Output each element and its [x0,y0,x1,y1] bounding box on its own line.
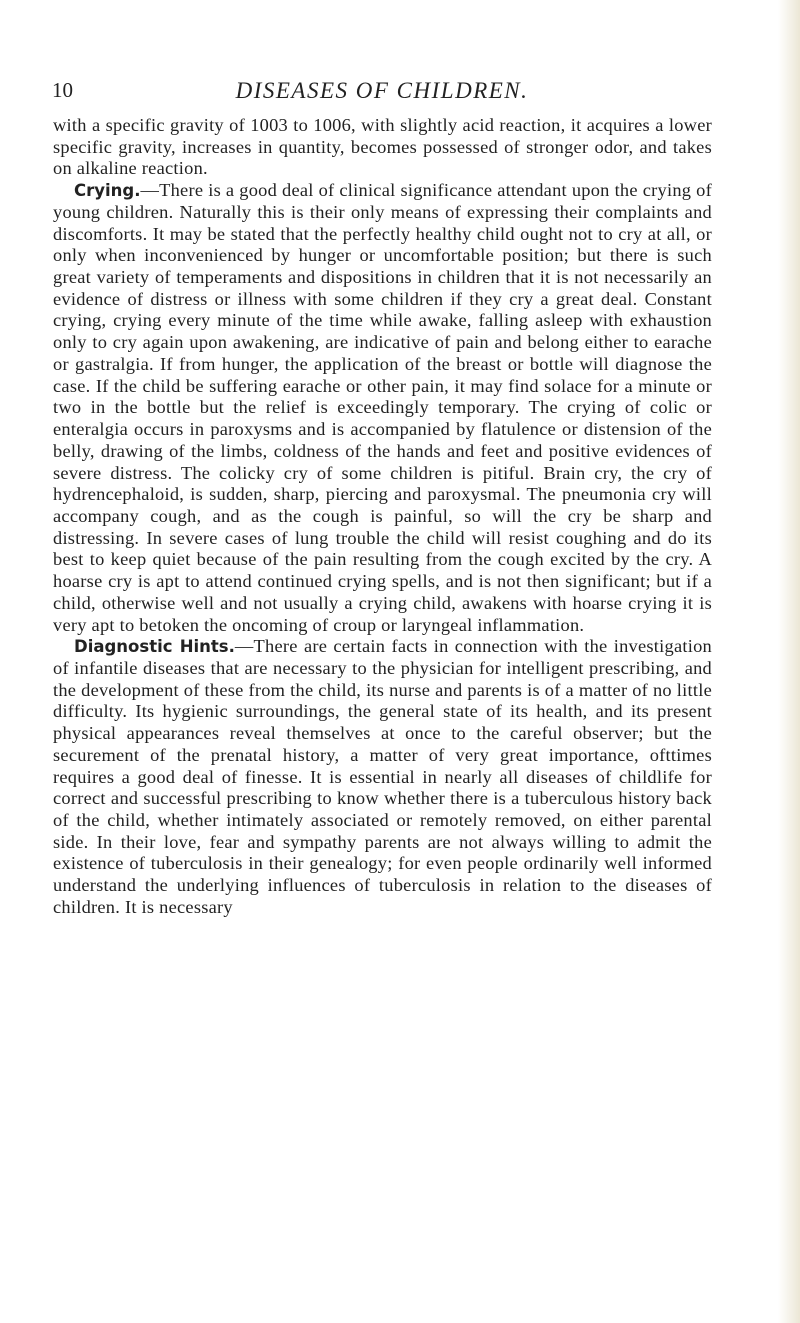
paragraph-continuation [53,115,712,180]
paragraph-diagnostic-hints [53,636,712,918]
paragraph-crying [53,180,712,636]
section-heading-crying: Crying. [74,181,141,201]
paragraph-text: with a specific gravity of 1003 to 1006, with slightly acid reaction, it acquires a lower specific gravity, increases in quantity, becomes possessed of stronger odor, and takes on alkaline reaction. [53,115,712,179]
running-title: DISEASES OF CHILDREN. [235,78,529,103]
section-heading-diagnostic-hints: Diagnostic Hints. [74,637,235,657]
paragraph-text: —There is a good deal of clinical significance attendant upon the crying of young children. Naturally this is their only means of expressing their complaints and discomforts. It may be stated that the perfectly healthy child ought not to cry at all, or only when inconvenienced by hunger or uncomfortable position; but there is such great variety of temperaments and dispositions in children that it is not necessarily an evidence of distress or illness with some children if they cry a great deal. Constant crying, crying every minute of the time while awake, falling asleep with exhaustion only to cry again upon awakening, are indicative of pain and belong either to earache or gastralgia. If from hunger, the application of the breast or bottle will diagnose the case. If the child be suffering earache or other pain, it may find solace for a minute or two in the bottle but the relief is exceedingly temporary. The crying of colic or enteralgia occurs in paroxysms and is accompanied by flatulence or distension of the belly, drawing of the limbs, coldness of the hands and feet and positive evidences of severe distress. The colicky cry of some children is pitiful. Brain cry, the cry of hydrencephaloid, is sudden, sharp, piercing and paroxysmal. The pneumonia cry will accompany cough, and as the cough is painful, so will the cry be sharp and distressing. In severe cases of lung trouble the child will resist coughing and do its best to keep quiet because of the pain resulting from the cough excited by the cry. A hoarse cry is apt to attend continued crying spells, and is not then significant; but if a child, otherwise well and not usually a crying child, awakens with hoarse crying it is very apt to betoken the oncoming of croup or laryngeal inflammation. [53,180,712,635]
running-head [52,78,712,108]
page-number: 10 [52,78,73,102]
body-text [53,115,712,919]
page-edge-shadow [778,0,800,1323]
paragraph-text: —There are certain facts in connection with the investigation of infantile diseases that are necessary to the physician for intelligent prescribing, and the development of these from the child, its nurse and parents is of a matter of no little difficulty. Its hygienic surroundings, the general state of its health, and its present physical appearances reveal themselves at once to the careful observer; but the securement of the prenatal history, a matter of very great importance, ofttimes requires a good deal of finesse. It is essential in nearly all diseases of childlife for correct and successful prescribing to know whether there is a tuberculous history back of the child, whether intimately associated or remotely removed, on either parental side. In their love, fear and sympathy parents are not always willing to admit the existence of tuberculosis in their genealogy; for even people ordinarily well informed understand the underlying influences of tuberculosis in relation to the diseases of children. It is necessary [53,636,712,917]
